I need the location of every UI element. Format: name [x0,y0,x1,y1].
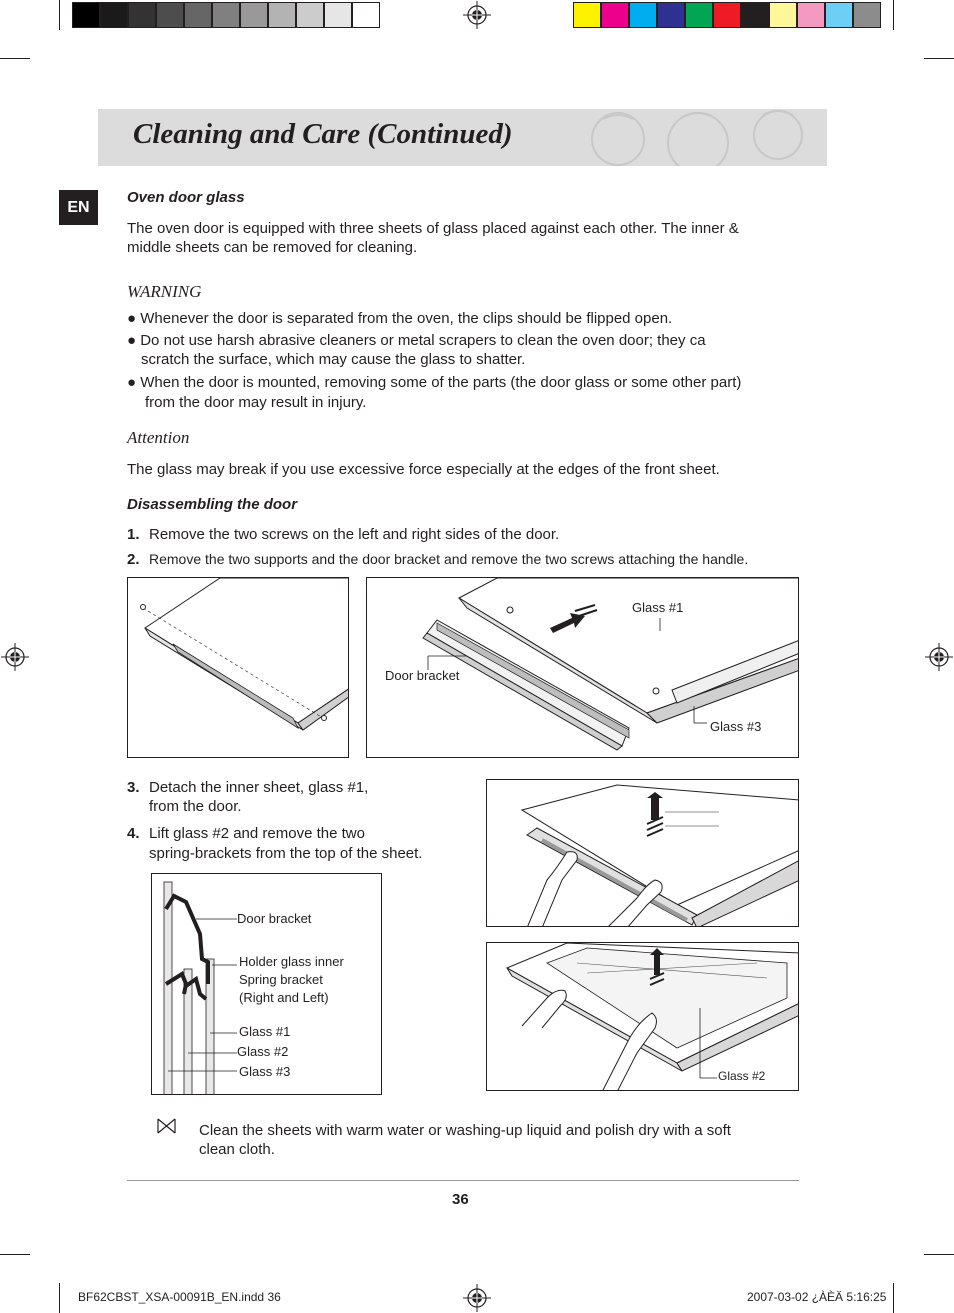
step-text: Detach the inner sheet, glass #1, [149,779,369,796]
color-swatch [212,2,240,28]
page-number: 36 [452,1191,469,1208]
label-spring-bracket: Spring bracket [239,972,323,987]
note-icon [157,1118,177,1134]
warning-bullet: ● When the door is mounted, removing some of the parts (the door glass or some other part) [127,374,742,391]
footer-date: 2007-03-02 ¿ÀÈÄ 5:16:25 [747,1290,887,1304]
color-swatch [825,2,853,28]
intro-line: The oven door is equipped with three sheets of glass placed against each other. The inner & [127,220,739,237]
color-swatch [657,2,685,28]
color-swatch [240,2,268,28]
color-swatch [156,2,184,28]
label-right-left: (Right and Left) [239,990,329,1005]
step-number: 3. [127,779,140,796]
crop-mark [893,1283,894,1313]
figure-door-screws [127,577,349,758]
color-swatch [601,2,629,28]
label-holder: Holder glass inner [239,954,344,969]
crop-mark [0,58,30,59]
step-text-cont: spring-brackets from the top of the sheet. [149,845,423,862]
crop-mark [59,0,60,30]
label-door-bracket: Door bracket [237,911,312,926]
registration-mark-icon [463,1,491,29]
warning-bullet: ● Do not use harsh abrasive cleaners or metal scrapers to clean the oven door; they ca [127,332,706,349]
footer-rule [127,1180,799,1181]
color-swatch [100,2,128,28]
color-swatch [324,2,352,28]
color-swatch [629,2,657,28]
intro-line: middle sheets can be removed for cleaning. [127,239,418,256]
warning-heading: WARNING [127,282,202,301]
color-swatch [741,2,769,28]
crop-mark [59,1283,60,1313]
label-glass-2: Glass #2 [237,1044,289,1059]
color-swatch [296,2,324,28]
step-text: Lift glass #2 and remove the two [149,825,365,842]
language-badge: EN [59,190,98,225]
color-swatch [268,2,296,28]
warning-bullet-cont: scratch the surface, which may cause the glass to shatter. [141,351,526,368]
footer-file: BF62CBST_XSA-00091B_EN.indd 36 [78,1290,281,1304]
step-number: 2. [127,551,140,568]
color-swatch [769,2,797,28]
note-text-cont: clean cloth. [199,1141,275,1158]
color-swatch [853,2,881,28]
step-number: 4. [127,825,140,842]
registration-mark-icon [925,643,953,671]
color-swatch [797,2,825,28]
color-swatch [184,2,212,28]
step-text-cont: from the door. [149,798,242,815]
label-glass-3: Glass #3 [710,719,762,734]
label-glass-3: Glass #3 [239,1064,291,1079]
warning-bullet: ● Whenever the door is separated from the oven, the clips should be flipped open. [127,310,673,327]
label-glass-1: Glass #1 [239,1024,291,1039]
section-heading: Oven door glass [127,189,245,206]
registration-mark-icon [1,643,29,671]
color-swatch [713,2,741,28]
color-swatch [685,2,713,28]
crop-mark [924,58,954,59]
crop-mark [0,1254,30,1255]
label-glass-2: Glass #2 [718,1069,766,1083]
figure-detach-glass-1 [486,779,799,927]
note-text: Clean the sheets with warm water or washing-up liquid and polish dry with a soft [199,1122,731,1139]
crop-mark [924,1254,954,1255]
section-heading: Disassembling the door [127,496,298,513]
color-swatch [72,2,100,28]
step-text: Remove the two screws on the left and right sides of the door. [149,526,560,543]
page-title: Cleaning and Care (Continued) [133,118,513,150]
warning-bullet-cont: from the door may result in injury. [145,394,367,411]
color-swatch [128,2,156,28]
crop-mark [893,0,894,30]
color-swatch [573,2,601,28]
attention-heading: Attention [127,428,190,447]
step-number: 1. [127,526,140,543]
label-door-bracket: Door bracket [385,668,460,683]
step-text: Remove the two supports and the door bracket and remove the two screws attaching the handle. [149,551,749,567]
registration-mark-icon [463,1284,491,1312]
attention-text: The glass may break if you use excessive force especially at the edges of the front sheet. [127,461,720,478]
label-glass-1: Glass #1 [632,600,684,615]
color-swatch [352,2,380,28]
